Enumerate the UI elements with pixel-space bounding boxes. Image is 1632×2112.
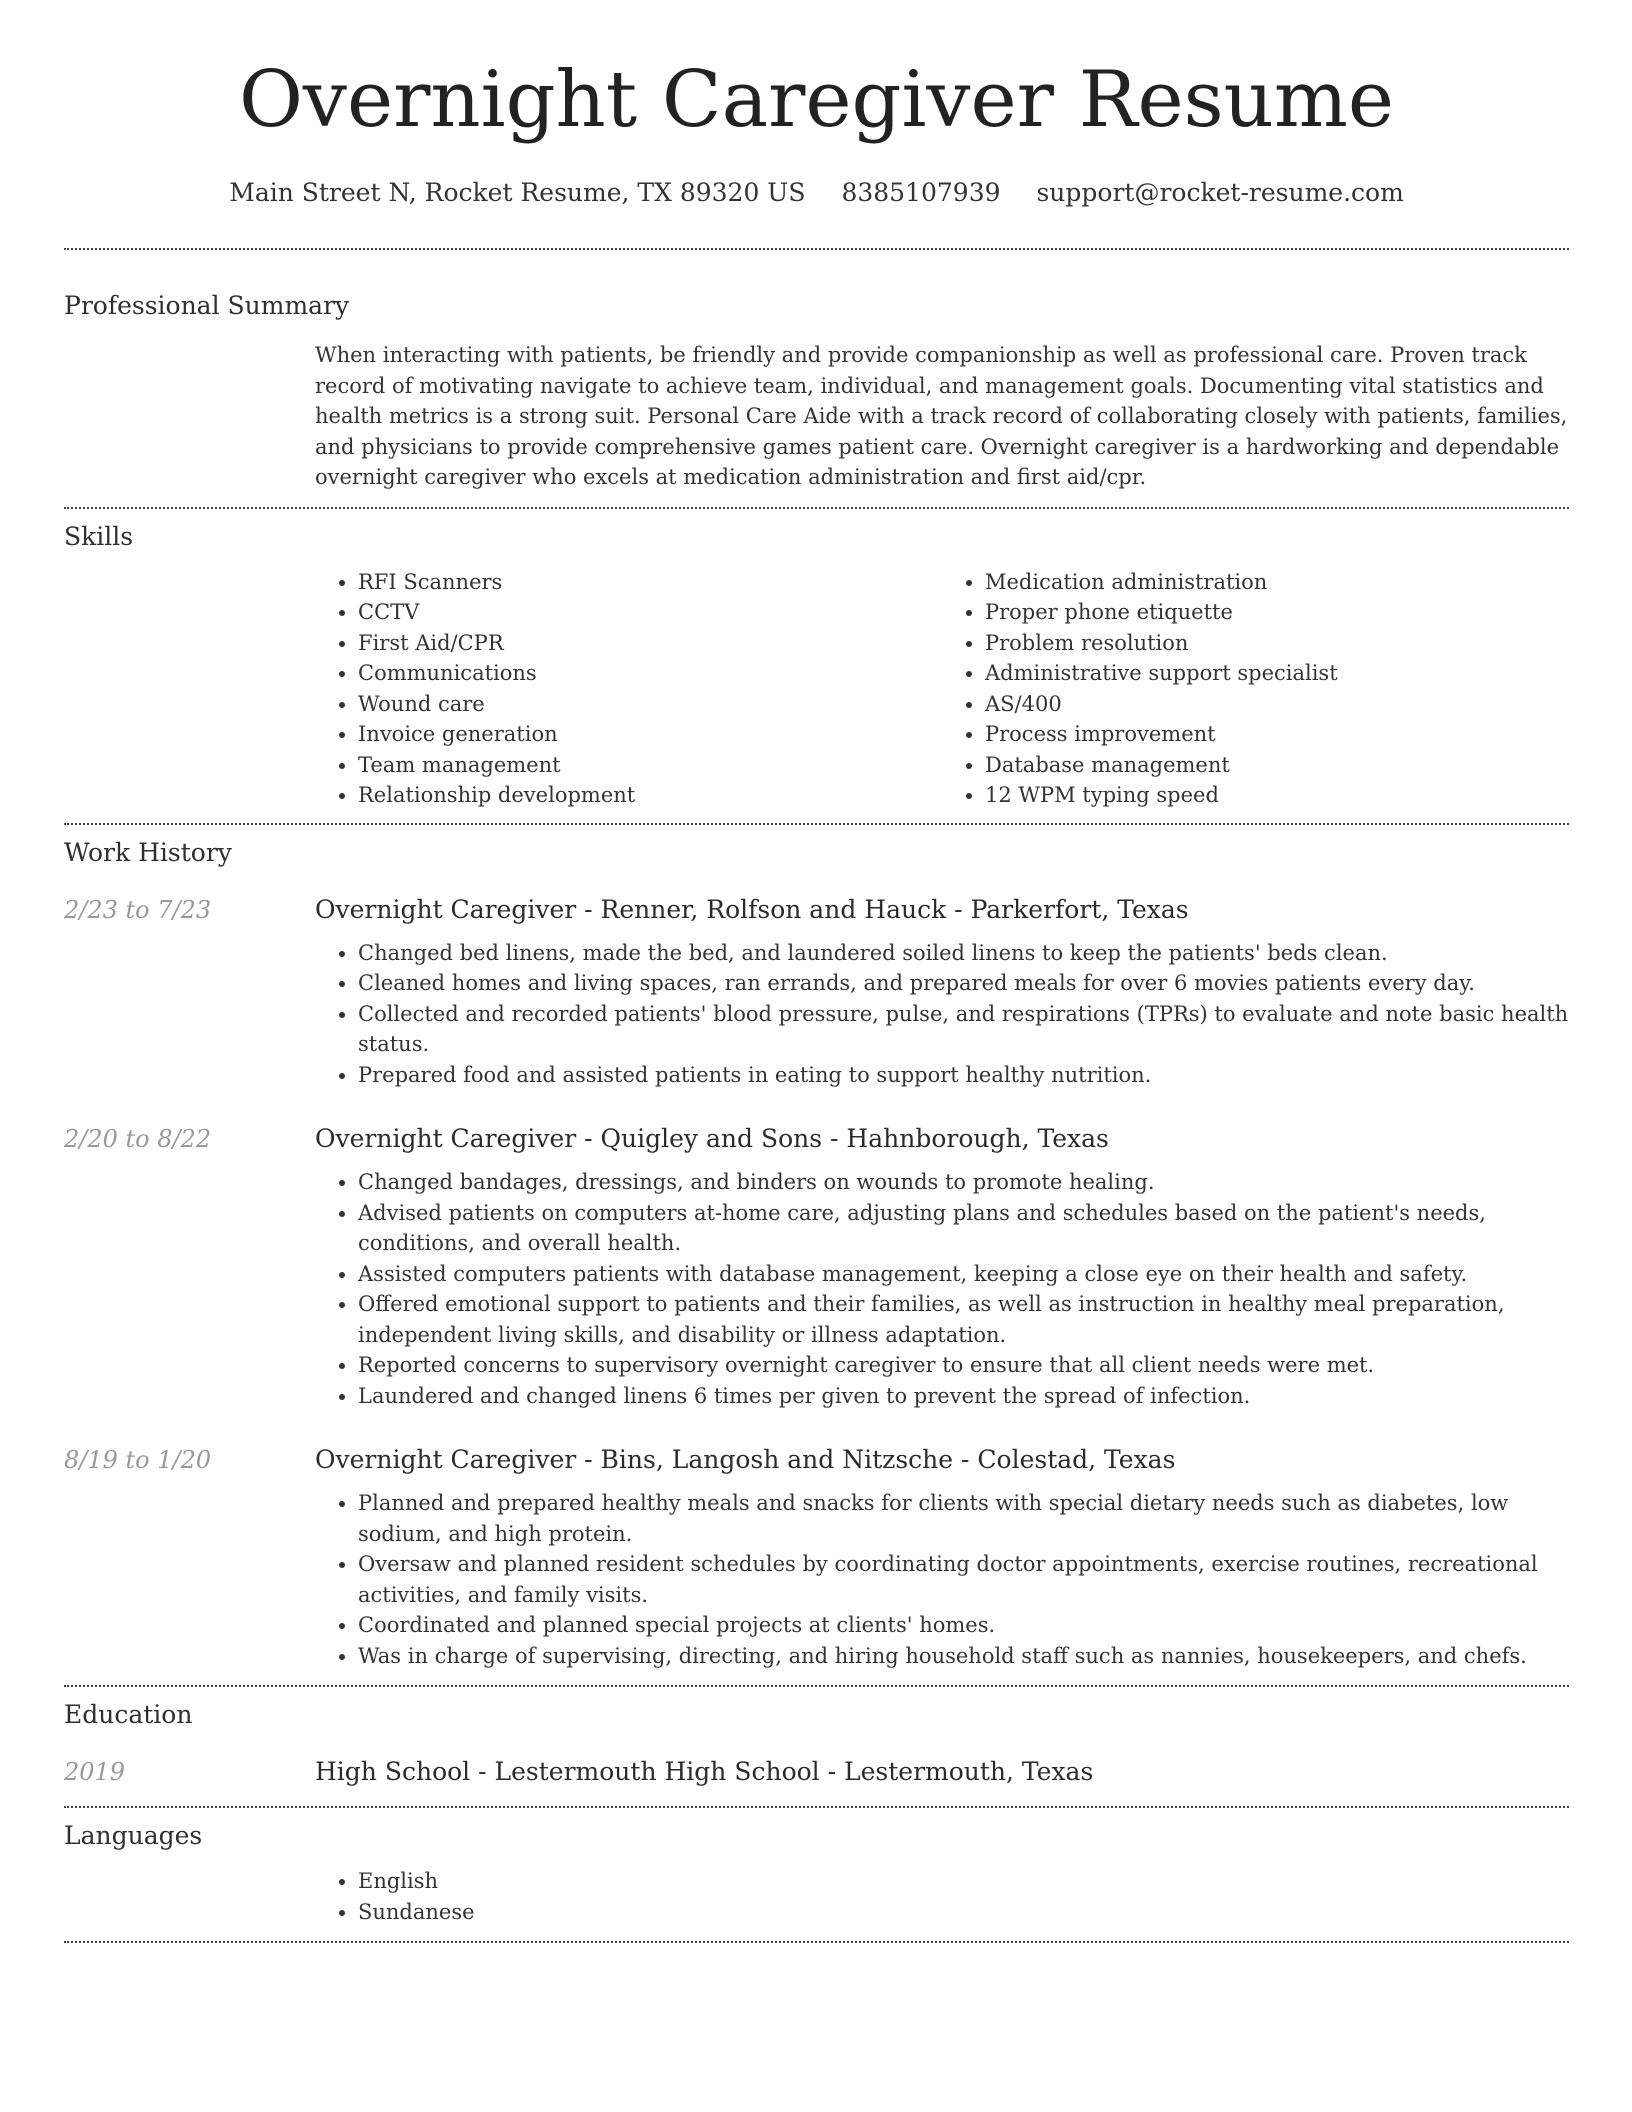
skills-column-right xyxy=(942,567,1569,811)
skill-item: • CCTV xyxy=(358,597,942,628)
job-bullets xyxy=(315,938,1569,1091)
job-header xyxy=(64,1124,1569,1153)
skill-item: • AS/400 xyxy=(985,689,1569,720)
job-bullet: • Changed bandages, dressings, and binders on wounds to promote healing. xyxy=(358,1167,1569,1198)
skill-item: • Process improvement xyxy=(985,719,1569,750)
languages-heading: Languages xyxy=(64,1821,203,1850)
skills-column-left xyxy=(315,567,942,811)
job-bullet: • Cleaned homes and living spaces, ran errands, and prepared meals for over 6 movies patients every day. xyxy=(358,968,1569,999)
skills-list xyxy=(315,567,1569,823)
language-item: • Sundanese xyxy=(358,1897,1569,1928)
skill-item: • Communications xyxy=(358,658,942,689)
education-date: 2019 xyxy=(64,1758,126,1786)
resume-title: Overnight Caregiver Resume xyxy=(238,55,1395,145)
job-header xyxy=(64,895,1569,924)
job-title: Overnight Caregiver - Renner, Rolfson and Hauck - Parkerfort, Texas xyxy=(315,894,1189,924)
skills-section xyxy=(64,509,1569,823)
job-bullet: • Changed bed linens, made the bed, and laundered soiled linens to keep the patients' beds clean. xyxy=(358,938,1569,969)
job-bullet: • Coordinated and planned special projects at clients' homes. xyxy=(358,1610,1569,1641)
summary-heading: Professional Summary xyxy=(64,291,350,320)
job-bullet: • Offered emotional support to patients and their families, as well as instruction in healthy meal preparation, independent living skills, and disability or illness adaptation. xyxy=(358,1289,1569,1350)
summary-text: When interacting with patients, be friendly and provide companionship as well as professional care. Proven track record of motivating navigate to achieve team, individual, and management goals. Documenting vital statistics and health metrics is a strong suit. Personal Care Aide with a track record of collaborating closely with patients, families, and physicians to provide comprehensive games patient care. Overnight caregiver is a hardworking and dependable overnight caregiver who excels at medication administration and first aid/cpr. xyxy=(315,343,1568,489)
job-entry xyxy=(64,895,1569,1091)
job-entry xyxy=(64,1124,1569,1411)
skill-item: • Administrative support specialist xyxy=(985,658,1569,689)
job-title: Overnight Caregiver - Bins, Langosh and Nitzsche - Colestad, Texas xyxy=(315,1445,1176,1474)
language-item: • English xyxy=(358,1866,1569,1897)
job-bullet: • Planned and prepared healthy meals and snacks for clients with special dietary needs such as diabetes, low sodium, and high protein. xyxy=(358,1488,1569,1549)
education-title: High School - Lestermouth High School - Lestermouth, Texas xyxy=(315,1757,1094,1786)
job-dates: 8/19 to 1/20 xyxy=(64,1446,212,1474)
languages-section xyxy=(64,1808,1569,1941)
skill-item: • Team management xyxy=(358,750,942,781)
languages-list-wrap xyxy=(315,1866,1569,1927)
job-header xyxy=(64,1445,1569,1474)
skill-item: • Medication administration xyxy=(985,567,1569,598)
job-bullet: • Laundered and changed linens 6 times per given to prevent the spread of infection. xyxy=(358,1381,1569,1412)
job-bullets-wrap xyxy=(315,1167,1569,1411)
skill-item: • 12 WPM typing speed xyxy=(985,780,1569,811)
job-bullets xyxy=(315,1488,1569,1671)
job-bullets-wrap xyxy=(315,938,1569,1091)
contact-address: Main Street N, Rocket Resume, TX 89320 US xyxy=(229,178,806,207)
education-heading: Education xyxy=(64,1700,193,1729)
job-bullets xyxy=(315,1167,1569,1411)
job-dates: 2/23 to 7/23 xyxy=(64,895,212,924)
skill-item: • First Aid/CPR xyxy=(358,628,942,659)
skill-item: • Proper phone etiquette xyxy=(985,597,1569,628)
education-section xyxy=(64,1687,1569,1806)
job-bullet: • Was in charge of supervising, directing, and hiring household staff such as nannies, housekeepers, and chefs. xyxy=(358,1641,1569,1672)
job-dates: 2/20 to 8/22 xyxy=(64,1125,212,1153)
skill-item: • Invoice generation xyxy=(358,719,942,750)
job-bullet: • Reported concerns to supervisory overnight caregiver to ensure that all client needs were met. xyxy=(358,1350,1569,1381)
summary-section xyxy=(64,250,1569,507)
skill-item: • RFI Scanners xyxy=(358,567,942,598)
job-bullet: • Advised patients on computers at-home care, adjusting plans and schedules based on the patient's needs, conditions, and overall health. xyxy=(358,1198,1569,1259)
contact-phone: 8385107939 xyxy=(841,178,1001,207)
work-history-section xyxy=(64,825,1569,1686)
skill-item: • Relationship development xyxy=(358,780,942,811)
divider xyxy=(64,1941,1569,1943)
job-bullets-wrap xyxy=(315,1488,1569,1685)
job-bullet: • Prepared food and assisted patients in eating to support healthy nutrition. xyxy=(358,1060,1569,1091)
contact-email: support@rocket-resume.com xyxy=(1036,178,1404,207)
skill-item: • Wound care xyxy=(358,689,942,720)
education-entry xyxy=(64,1757,1569,1786)
job-title: Overnight Caregiver - Quigley and Sons - Hahnborough, Texas xyxy=(315,1124,1109,1153)
languages-list xyxy=(315,1866,1569,1927)
skill-item: • Problem resolution xyxy=(985,628,1569,659)
job-bullet: • Assisted computers patients with database management, keeping a close eye on their health and safety. xyxy=(358,1259,1569,1290)
job-entry xyxy=(64,1445,1569,1685)
job-bullet: • Oversaw and planned resident schedules by coordinating doctor appointments, exercise routines, recreational activities, and family visits. xyxy=(358,1549,1569,1610)
contact-line xyxy=(64,176,1569,210)
work-history-heading: Work History xyxy=(64,837,232,867)
skills-heading: Skills xyxy=(64,521,134,551)
skill-item: • Database management xyxy=(985,750,1569,781)
job-bullet: • Collected and recorded patients' blood pressure, pulse, and respirations (TPRs) to evaluate and note basic health status. xyxy=(358,999,1569,1060)
resume-page xyxy=(64,0,1569,1943)
